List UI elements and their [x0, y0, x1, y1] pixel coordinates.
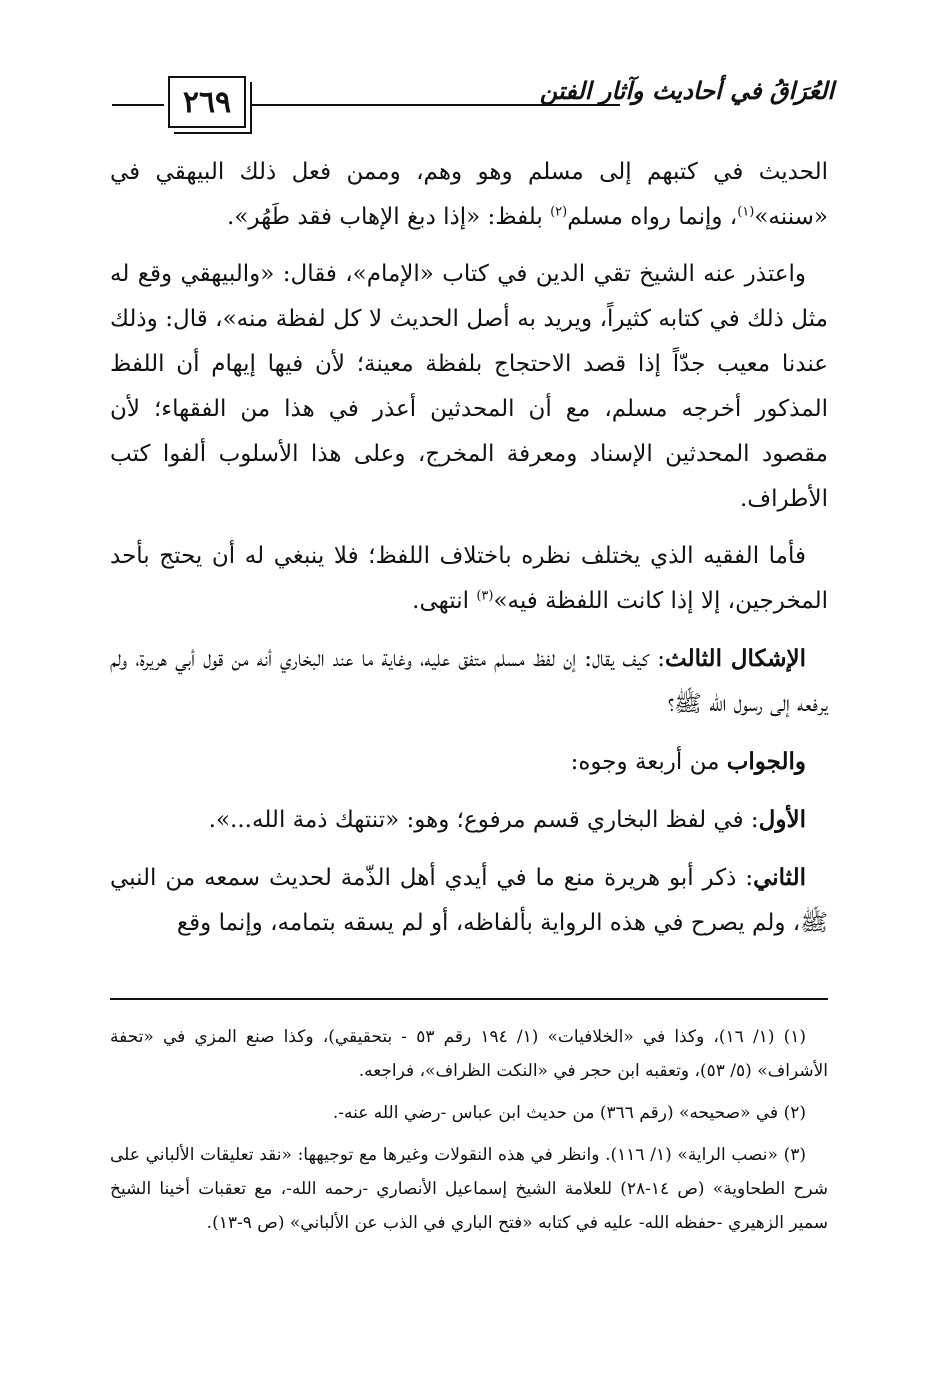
text-span: : ذكر أبو هريرة منع ما في أيدي أهل الذّمة لحديث سمعه من النبي ﷺ، ولم يصرح في هذه الرواية بألفاظه، أو لم يسقه بتمامه، وإنما وقع — [110, 865, 828, 936]
paragraph-1 — [110, 150, 828, 240]
paragraph-5 — [110, 739, 828, 785]
running-title: العُرَاقُ في أحاديث وآثار الفتن — [539, 76, 834, 105]
paragraph-6 — [110, 797, 828, 843]
section-label: والجواب — [726, 748, 806, 775]
page-number: ٢٦٩ — [182, 84, 232, 120]
footnote-ref: (٢) — [550, 204, 568, 220]
section-label: الثاني — [753, 864, 806, 891]
section-label: الإشكال الثالث — [665, 645, 806, 672]
paragraph-7 — [110, 855, 828, 946]
section-label: الأول — [758, 806, 806, 833]
text-span: : في لفظ البخاري قسم مرفوع؛ وهو: «تنتهك ذمة الله...». — [208, 807, 759, 833]
text-span: الحديث في كتبهم إلى مسلم وهو وهم، وممن فعل ذلك البيهقي في «سننه» — [110, 159, 829, 230]
page-header — [112, 62, 834, 132]
footnotes — [110, 1020, 828, 1248]
footnote-divider — [110, 998, 828, 1000]
text-span: : كيف يقال: إن لفظ مسلم متفق عليه، وغاية ما عند البخاري أنه من قول أبي هريرة، ولم يرفعه إلى رسول الله ﷺ؟ — [110, 646, 828, 717]
paragraph-4 — [110, 636, 828, 727]
footnote-2: (٢) في «صحيحه» (رقم ٣٦٦) من حديث ابن عباس -رضي الله عنه-. — [332, 1103, 806, 1123]
main-text — [110, 150, 828, 958]
paragraph-2: واعتذر عنه الشيخ تقي الدين في كتاب «الإمام»، فقال: «والبيهقي وقع له مثل ذلك في كتابه كثيراً، ويريد به أصل الحديث لا كل لفظة منه»، قال: وذلك عندنا معيب جدّاً إذا قصد الاحتجاج بلفظة معينة؛ لأن فيها إيهام أن اللفظ المذكور أخرجه مسلم، مع أن المحدثين أعذر في هذا من الفقهاء؛ لأن مقصود المحدثين الإسناد ومعرفة المخرج، وعلى هذا الأسلوب ألفوا كتب الأطراف. — [110, 261, 828, 512]
text-span: بلفظ: «إذا دبغ الإهاب فقد طَهُر». — [227, 204, 551, 230]
footnote-3: (٣) «نصب الراية» (١/ ١١٦). وانظر في هذه النقولات وغيرها مع توجيهها: «نقد تعليقات الألباني على شرح الطحاوية» (ص ١٤-٢٨) للعلامة الشيخ إسماعيل الأنصاري -رحمه الله-، مع تعقبات أخينا الشيخ سمير الزهيري -حفظه الله- عليه في كتابه «فتح الباري في الذب عن الألباني» (ص ٩-١٣). — [110, 1145, 828, 1233]
paragraph-3 — [110, 534, 828, 624]
text-span: من أربعة وجوه: — [570, 749, 727, 775]
footnote-ref: (١) — [737, 204, 755, 220]
header-rule-left — [112, 104, 164, 106]
footnote-1: (١) (١/ ١٦)، وكذا في «الخلافيات» (١/ ١٩٤ رقم ٥٣ - بتحقيقي)، وكذا صنع المزي في «تحفة الأشراف» (٥/ ٥٣)، وتعقبه ابن حجر في «النكت الظراف»، فراجعه. — [110, 1027, 828, 1081]
text-span: فأما الفقيه الذي يختلف نظره باختلاف اللفظ؛ فلا ينبغي له أن يحتج بأحد المخرجين، إلا إذا كانت اللفظة فيه» — [110, 543, 828, 614]
page-number-box — [168, 76, 246, 128]
footnote-ref: (٣) — [476, 588, 494, 604]
text-span: ، وإنما رواه مسلم — [567, 204, 738, 230]
text-span: انتهى. — [412, 588, 477, 614]
